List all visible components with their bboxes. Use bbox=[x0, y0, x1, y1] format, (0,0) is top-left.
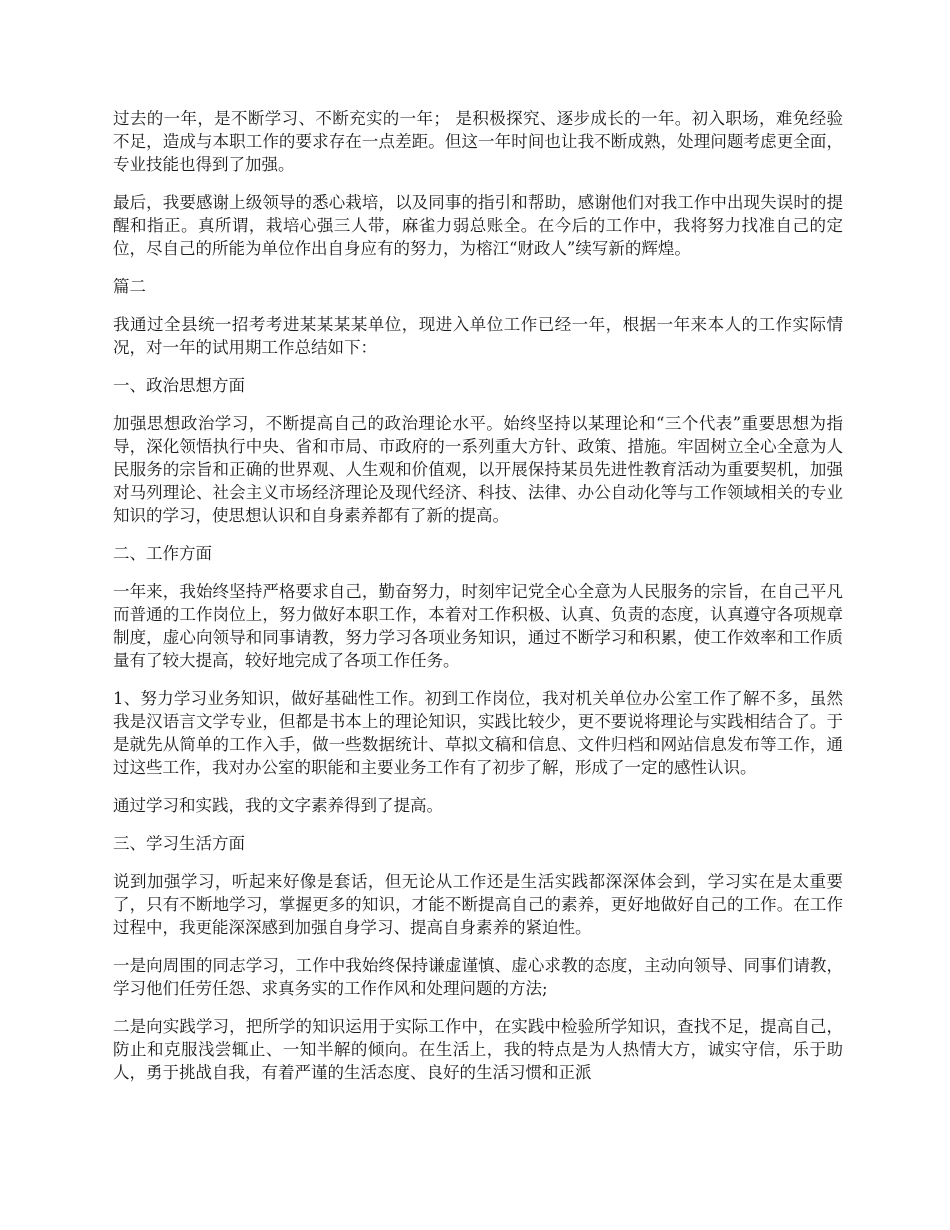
paragraph-study: 说到加强学习，听起来好像是套话，但无论从工作还是生活实践都深深体会到，学习实在是太重要了，只有不断地学习，掌握更多的知识，才能不断提高自己的素养，更好地做好自己的工作。在工作过程中，我更能深深感到加强自身学习、提高自身素养的紧迫性。 bbox=[113, 872, 843, 937]
paragraph-work-writing: 通过学习和实践，我的文字素养得到了提高。 bbox=[113, 796, 443, 815]
paragraph-thanks: 最后，我要感谢上级领导的悉心栽培，以及同事的指引和帮助，感谢他们对我工作中出现失误时的提醒和指正。真所谓，栽培心强三人带，麻雀力弱总账全。在今后的工作中，我将努力找准自己的定位，尽自己的所能为单位作出自身应有的努力，为榕江“财政人”续写新的辉煌。 bbox=[113, 193, 843, 258]
paragraph-work-item-1: 1、努力学习业务知识，做好基础性工作。初到工作岗位，我对机关单位办公室工作了解不多，虽然我是汉语言文学专业，但都是书本上的理论知识，实践比较少，更不要说将理论与实践相结合了。于是就先从简单的工作入手，做一些数据统计、草拟文稿和信息、文件归档和网站信息发布等工作，通过这些工作，我对办公室的职能和主要业务工作有了初步了解，形成了一定的感性认识。 bbox=[113, 689, 843, 777]
document-body bbox=[113, 107, 843, 1099]
paragraph-study-practice: 二是向实践学习，把所学的知识运用于实际工作中，在实践中检验所学知识，查找不足，提高自己，防止和克服浅尝辄止、一知半解的倾向。在生活上，我的特点是为人热情大方，诚实守信，乐于助人，勇于挑战自我，有着严谨的生活态度、良好的生活习惯和正派 bbox=[113, 1017, 843, 1082]
paragraph-intro-summary: 过去的一年，是不断学习、不断充实的一年； 是积极探究、逐步成长的一年。初入职场，难免经验不足，造成与本职工作的要求存在一点差距。但这一年时间也让我不断成熟，处理问题考虑更全面，专业技能也得到了加强。 bbox=[113, 109, 843, 174]
section-heading-study-life: 三、学习生活方面 bbox=[113, 834, 245, 853]
paragraph-politics: 加强思想政治学习，不断提高自己的政治理论水平。始终坚持以某理论和“三个代表”重要思想为指导，深化领悟执行中央、省和市局、市政府的一系列重大方针、政策、措施。牢固树立全心全意为人民服务的宗旨和正确的世界观、人生观和价值观，以开展保持某员先进性教育活动为重要契机，加强对马列理论、社会主义市场经济理论及现代经济、科技、法律、办公自动化等与工作领域相关的专业知识的学习，使思想认识和自身素养都有了新的提高。 bbox=[113, 414, 843, 525]
section-heading-part-two: 篇二 bbox=[113, 277, 146, 296]
section-heading-work: 二、工作方面 bbox=[113, 544, 212, 563]
paragraph-work: 一年来，我始终坚持严格要求自己，勤奋努力，时刻牢记党全心全意为人民服务的宗旨，在自己平凡而普通的工作岗位上，努力做好本职工作，本着对工作积极、认真、负责的态度，认真遵守各项规章制度，虚心向领导和同事请教，努力学习各项业务知识，通过不断学习和积累，使工作效率和工作质量有了较大提高，较好地完成了各项工作任务。 bbox=[113, 582, 843, 670]
paragraph-part-two-intro: 我通过全县统一招考考进某某某某单位，现进入单位工作已经一年，根据一年来本人的工作实际情况，对一年的试用期工作总结如下： bbox=[113, 315, 843, 357]
paragraph-study-colleagues: 一是向周围的同志学习，工作中我始终保持谦虚谨慎、虚心求教的态度，主动向领导、同事们请教，学习他们任劳任怨、求真务实的工作作风和处理问题的方法; bbox=[113, 956, 843, 998]
section-heading-politics: 一、政治思想方面 bbox=[113, 376, 245, 395]
